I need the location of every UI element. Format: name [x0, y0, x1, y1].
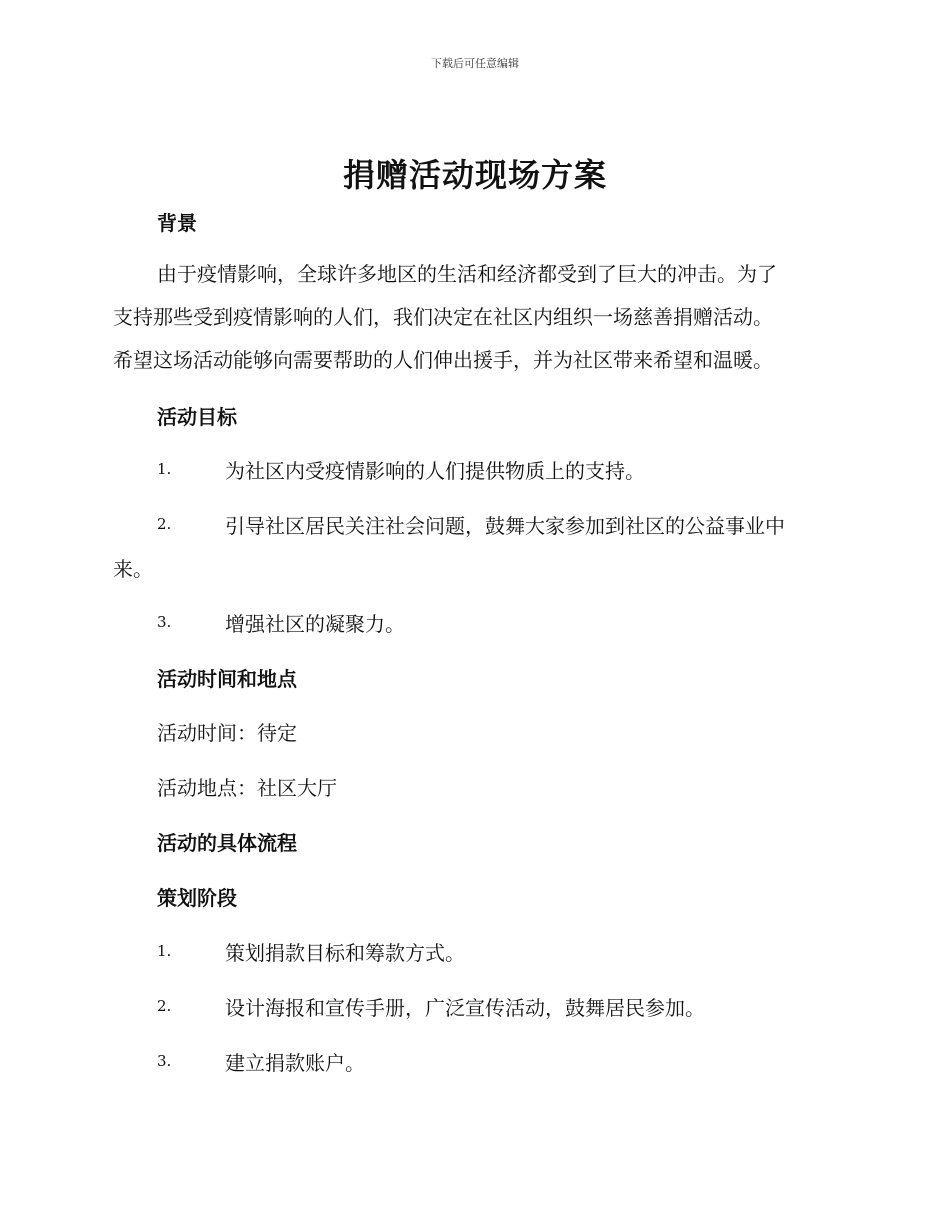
section-heading-planning: 策划阶段 [157, 886, 237, 910]
goal-item-continuation: 来。 [113, 557, 153, 581]
planning-number: 3. [157, 1052, 172, 1070]
background-line-3: 希望这场活动能够向需要帮助的人们伸出援手，并为社区带来希望和温暖。 [113, 348, 773, 372]
section-heading-process: 活动的具体流程 [157, 831, 297, 855]
planning-number: 2. [157, 997, 172, 1015]
event-place: 活动地点：社区大厅 [157, 776, 337, 800]
header-note: 下载后可任意编辑 [431, 57, 519, 70]
goal-number: 3. [157, 613, 172, 631]
planning-item-text: 设计海报和宣传手册，广泛宣传活动，鼓舞居民参加。 [225, 996, 705, 1020]
section-heading-time-place: 活动时间和地点 [157, 667, 297, 691]
section-heading-background: 背景 [157, 211, 197, 235]
background-line-1: 由于疫情影响，全球许多地区的生活和经济都受到了巨大的冲击。为了 [157, 262, 777, 286]
document-title: 捐赠活动现场方案 [342, 156, 607, 194]
planning-number: 1. [157, 942, 172, 960]
planning-item-text: 策划捐款目标和筹款方式。 [225, 941, 465, 965]
planning-item-text: 建立捐款账户。 [225, 1051, 365, 1075]
event-time: 活动时间：待定 [157, 721, 297, 745]
section-heading-goals: 活动目标 [157, 405, 237, 429]
goal-number: 2. [157, 515, 172, 533]
goal-item-text: 增强社区的凝聚力。 [225, 612, 405, 636]
goal-item-text: 为社区内受疫情影响的人们提供物质上的支持。 [225, 459, 645, 483]
background-line-2: 支持那些受到疫情影响的人们，我们决定在社区内组织一场慈善捐赠活动。 [113, 305, 773, 329]
goal-item-text: 引导社区居民关注社会问题，鼓舞大家参加到社区的公益事业中 [225, 514, 785, 538]
goal-number: 1. [157, 460, 172, 478]
